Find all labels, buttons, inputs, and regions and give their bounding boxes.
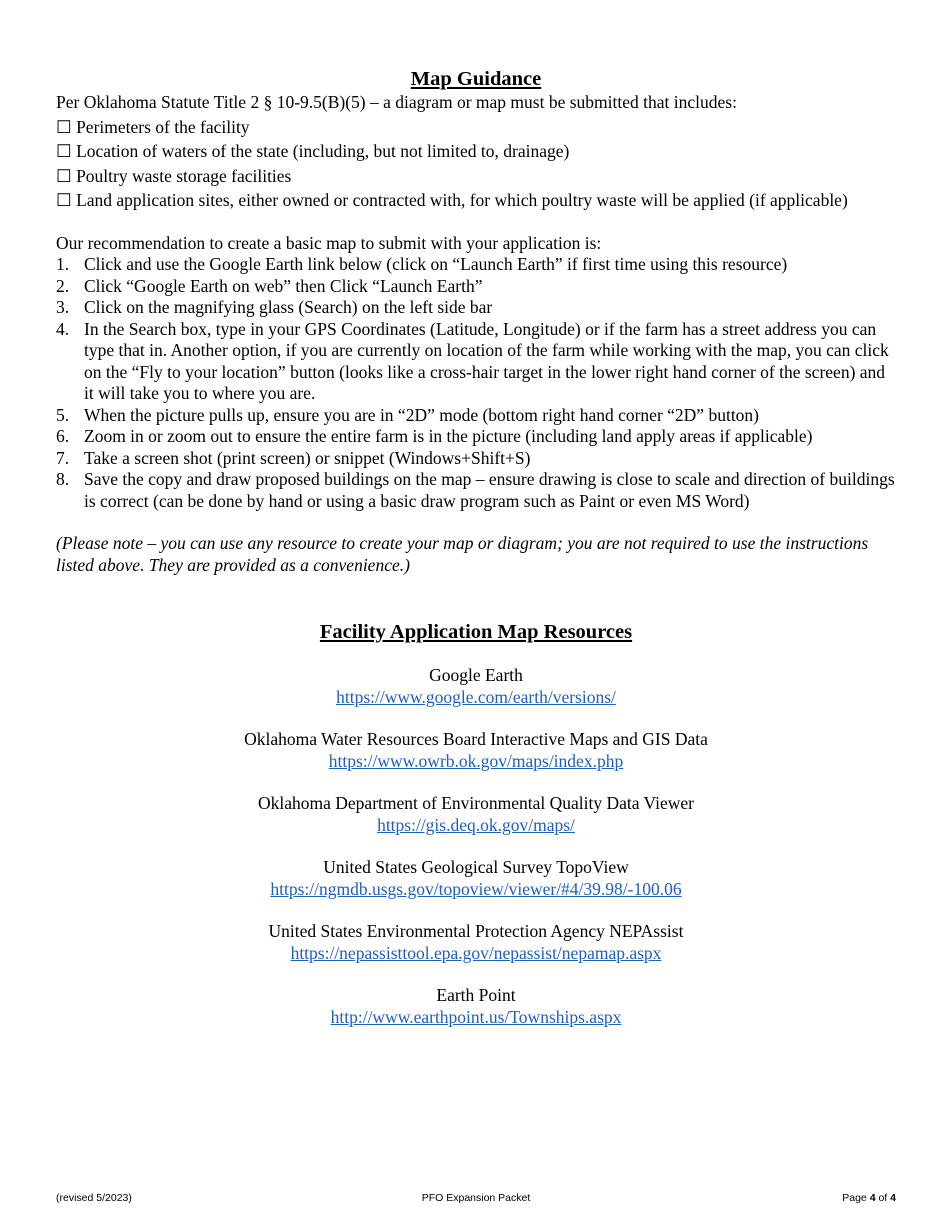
step-text: In the Search box, type in your GPS Coordinates (Latitude, Longitude) or if the farm has a street address you can type that in. Another option, if you are currently on location of the farm while working with the map, you can click on the “Fly to your location” button (looks like a cross-hair target in the lower right hand corner of the screen) and it will take you to where you are. <box>84 318 889 403</box>
resource-usgs <box>56 857 896 900</box>
checklist-item: ☐ Poultry waste storage facilities <box>56 165 292 186</box>
resource-earth-point <box>56 985 896 1028</box>
map-guidance-heading: Map Guidance <box>410 68 542 90</box>
resources-heading: Facility Application Map Resources <box>319 621 633 643</box>
step-item <box>56 426 896 448</box>
instruction-steps <box>56 254 896 512</box>
resource-link[interactable]: http://www.earthpoint.us/Townships.aspx <box>330 1006 622 1027</box>
resource-link[interactable]: https://gis.deq.ok.gov/maps/ <box>377 814 575 835</box>
resource-link[interactable]: https://www.owrb.ok.gov/maps/index.php <box>328 750 624 771</box>
resource-google-earth <box>56 665 896 708</box>
convenience-note: (Please note – you can use any resource to create your map or diagram; you are not required to use the instructions listed above. They are provided as a convenience.) <box>56 533 869 575</box>
step-number: 5. <box>56 404 70 425</box>
step-item <box>56 319 896 405</box>
step-number: 7. <box>56 447 70 468</box>
recommendation-intro: Our recommendation to create a basic map to submit with your application is: <box>56 232 602 253</box>
resource-name: Oklahoma Department of Environmental Quality Data Viewer <box>258 793 694 813</box>
resource-list <box>56 665 896 1028</box>
resource-name: Google Earth <box>429 665 523 685</box>
requirements-checklist <box>56 117 896 212</box>
step-number: 6. <box>56 426 70 446</box>
footer-revised-date: (revised 5/2023) <box>56 1192 132 1204</box>
statute-intro: Per Oklahoma Statute Title 2 § 10-9.5(B)(5) – a diagram or map must be submitted that includes: <box>56 92 737 112</box>
resource-epa <box>56 921 896 964</box>
step-text: When the picture pulls up, ensure you are in “2D” mode (bottom right hand corner “2D” button) <box>84 404 760 425</box>
step-number: 4. <box>56 318 70 339</box>
resource-name: United States Geological Survey TopoView <box>323 857 629 877</box>
step-item <box>56 297 896 319</box>
step-number: 3. <box>56 297 70 317</box>
step-item <box>56 469 896 512</box>
step-number: 2. <box>56 275 70 296</box>
step-item <box>56 254 896 276</box>
checkbox-icon: ☐ <box>56 190 72 210</box>
checklist-item: ☐ Perimeters of the facility <box>56 116 250 137</box>
step-text: Take a screen shot (print screen) or snippet (Windows+Shift+S) <box>84 447 531 468</box>
resource-link[interactable]: https://ngmdb.usgs.gov/topoview/viewer/#4/39.98/-100.06 <box>270 878 682 899</box>
step-item <box>56 276 896 298</box>
checkbox-icon: ☐ <box>56 165 72 186</box>
resource-owrb <box>56 729 896 772</box>
map-guidance-section <box>56 92 896 576</box>
document-page <box>56 66 896 1049</box>
resource-name: Earth Point <box>436 985 516 1005</box>
checklist-item: ☐ Land application sites, either owned or contracted with, for which poultry waste will be applied (if applicable) <box>56 190 848 210</box>
step-item <box>56 405 896 427</box>
resource-name: United States Environmental Protection Agency NEPAssist <box>268 921 684 941</box>
resource-link[interactable]: https://www.google.com/earth/versions/ <box>336 686 616 707</box>
step-number: 1. <box>56 254 70 274</box>
resource-link[interactable]: https://nepassisttool.epa.gov/nepassist/nepamap.aspx <box>290 942 662 963</box>
step-number: 8. <box>56 469 70 489</box>
footer-packet-name: PFO Expansion Packet <box>421 1192 531 1204</box>
resource-name: Oklahoma Water Resources Board Interactive Maps and GIS Data <box>244 729 708 749</box>
checkbox-icon: ☐ <box>56 116 72 137</box>
checkbox-icon: ☐ <box>56 141 72 161</box>
footer-page-number: Page 4 of 4 <box>842 1192 896 1204</box>
step-text: Save the copy and draw proposed buildings on the map – ensure drawing is close to scale and direction of buildings is correct (can be done by hand or using a basic draw program such as Paint or even MS Word) <box>84 469 895 511</box>
step-text: Click on the magnifying glass (Search) on the left side bar <box>84 297 493 317</box>
step-text: Zoom in or zoom out to ensure the entire farm is in the picture (including land apply areas if applicable) <box>84 426 813 446</box>
step-item <box>56 448 896 470</box>
checklist-item: ☐ Location of waters of the state (including, but not limited to, drainage) <box>56 141 570 161</box>
step-text: Click and use the Google Earth link below (click on “Launch Earth” if first time using this resource) <box>84 254 788 274</box>
step-text: Click “Google Earth on web” then Click “Launch Earth” <box>84 275 483 296</box>
resource-deq <box>56 793 896 836</box>
